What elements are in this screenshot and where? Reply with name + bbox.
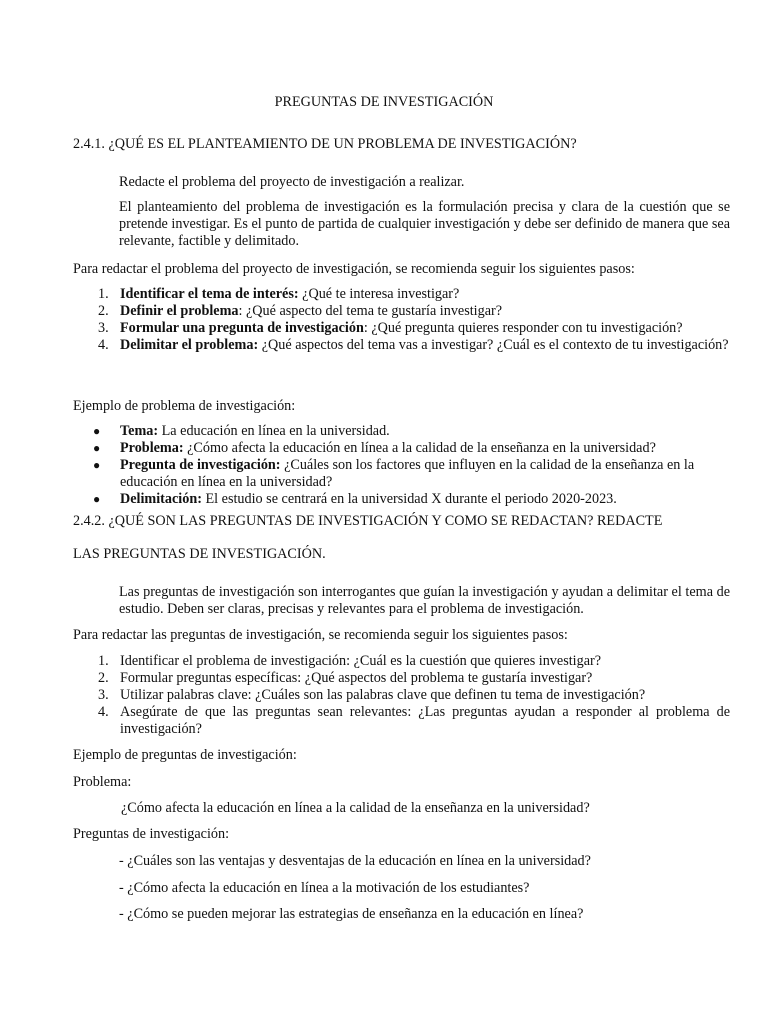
- list-item: ● Tema: La educación en línea en la universidad.: [93, 423, 390, 439]
- list-item: 2. Formular preguntas específicas: ¿Qué aspectos del problema te gustaría investigar?: [98, 670, 593, 686]
- bullet-icon: ●: [93, 424, 101, 438]
- question-item: - ¿Cómo afecta la educación en línea a la motivación de los estudiantes?: [119, 880, 530, 896]
- section-2-example-intro: Ejemplo de preguntas de investigación:: [73, 747, 297, 763]
- section-1-definition: El planteamiento del problema de investigación es la formulación precisa y clara de la cuestión que se pretende investigar. Es el punto de partida de cualquier investigación y debe ser definido de manera que sea relevante, factible y delimitado.: [119, 199, 730, 249]
- questions-label: Preguntas de investigación:: [73, 826, 230, 842]
- section-2-intro: Para redactar las preguntas de investigación, se recomienda seguir los siguientes pasos:: [73, 627, 568, 643]
- bullet-icon: ●: [93, 441, 101, 455]
- question-item: - ¿Cómo se pueden mejorar las estrategias de enseñanza en la educación en línea?: [119, 906, 584, 922]
- list-item: 1. Identificar el problema de investigación: ¿Cuál es la cuestión que quieres investigar?: [98, 653, 602, 669]
- list-item: 4. Asegúrate de que las preguntas sean relevantes: ¿Las preguntas ayudan a responder al problema de investigación?: [98, 704, 730, 737]
- list-item: 1. Identificar el tema de interés: ¿Qué te interesa investigar?: [98, 286, 460, 302]
- list-item: 4. Delimitar el problema: ¿Qué aspectos del tema vas a investigar? ¿Cuál es el contexto de tu investigación?: [98, 337, 729, 353]
- bullet-icon: ●: [93, 492, 101, 506]
- list-item: 2. Definir el problema: ¿Qué aspecto del tema te gustaría investigar?: [98, 303, 503, 319]
- page-title: PREGUNTAS DE INVESTIGACIÓN: [274, 94, 494, 110]
- question-item: - ¿Cuáles son las ventajas y desventajas de la educación en línea en la universidad?: [119, 853, 591, 869]
- section-2-definition: Las preguntas de investigación son interrogantes que guían la investigación y ayudan a delimitar el tema de estudio. Deben ser claras, precisas y relevantes para el problema de investigación.: [119, 584, 730, 617]
- section-1-steps-list: [98, 286, 730, 354]
- problem-label: Problema:: [73, 774, 132, 790]
- bullet-icon: ●: [93, 458, 101, 472]
- list-item: ● Problema: ¿Cómo afecta la educación en línea a la calidad de la enseñanza en la universidad?: [93, 440, 656, 456]
- section-2-heading-line-1: 2.4.2. ¿QUÉ SON LAS PREGUNTAS DE INVESTIGACIÓN Y COMO SE REDACTAN? REDACTE: [73, 513, 663, 529]
- problem-text: ¿Cómo afecta la educación en línea a la calidad de la enseñanza en la universidad?: [121, 800, 590, 816]
- section-2-heading-line-2: LAS PREGUNTAS DE INVESTIGACIÓN.: [73, 546, 326, 562]
- section-1-prompt: Redacte el problema del proyecto de investigación a realizar.: [119, 174, 465, 190]
- section-1-example-list: [93, 423, 732, 508]
- section-2-steps-list: [98, 653, 730, 738]
- section-1-intro: Para redactar el problema del proyecto de investigación, se recomienda seguir los siguientes pasos:: [73, 261, 635, 277]
- section-1-example-intro: Ejemplo de problema de investigación:: [73, 398, 296, 414]
- list-item: 3. Formular una pregunta de investigación: ¿Qué pregunta quieres responder con tu investigación?: [98, 320, 683, 336]
- section-1-heading: 2.4.1. ¿QUÉ ES EL PLANTEAMIENTO DE UN PROBLEMA DE INVESTIGACIÓN?: [73, 136, 577, 152]
- list-item: ● Pregunta de investigación: ¿Cuáles son los factores que influyen en la calidad de la enseñanza en la educación en línea en la universidad?: [93, 457, 695, 490]
- list-item: 3. Utilizar palabras clave: ¿Cuáles son las palabras clave que definen tu tema de investigación?: [98, 687, 646, 703]
- list-item: ● Delimitación: El estudio se centrará en la universidad X durante el periodo 2020-2023.: [93, 491, 617, 507]
